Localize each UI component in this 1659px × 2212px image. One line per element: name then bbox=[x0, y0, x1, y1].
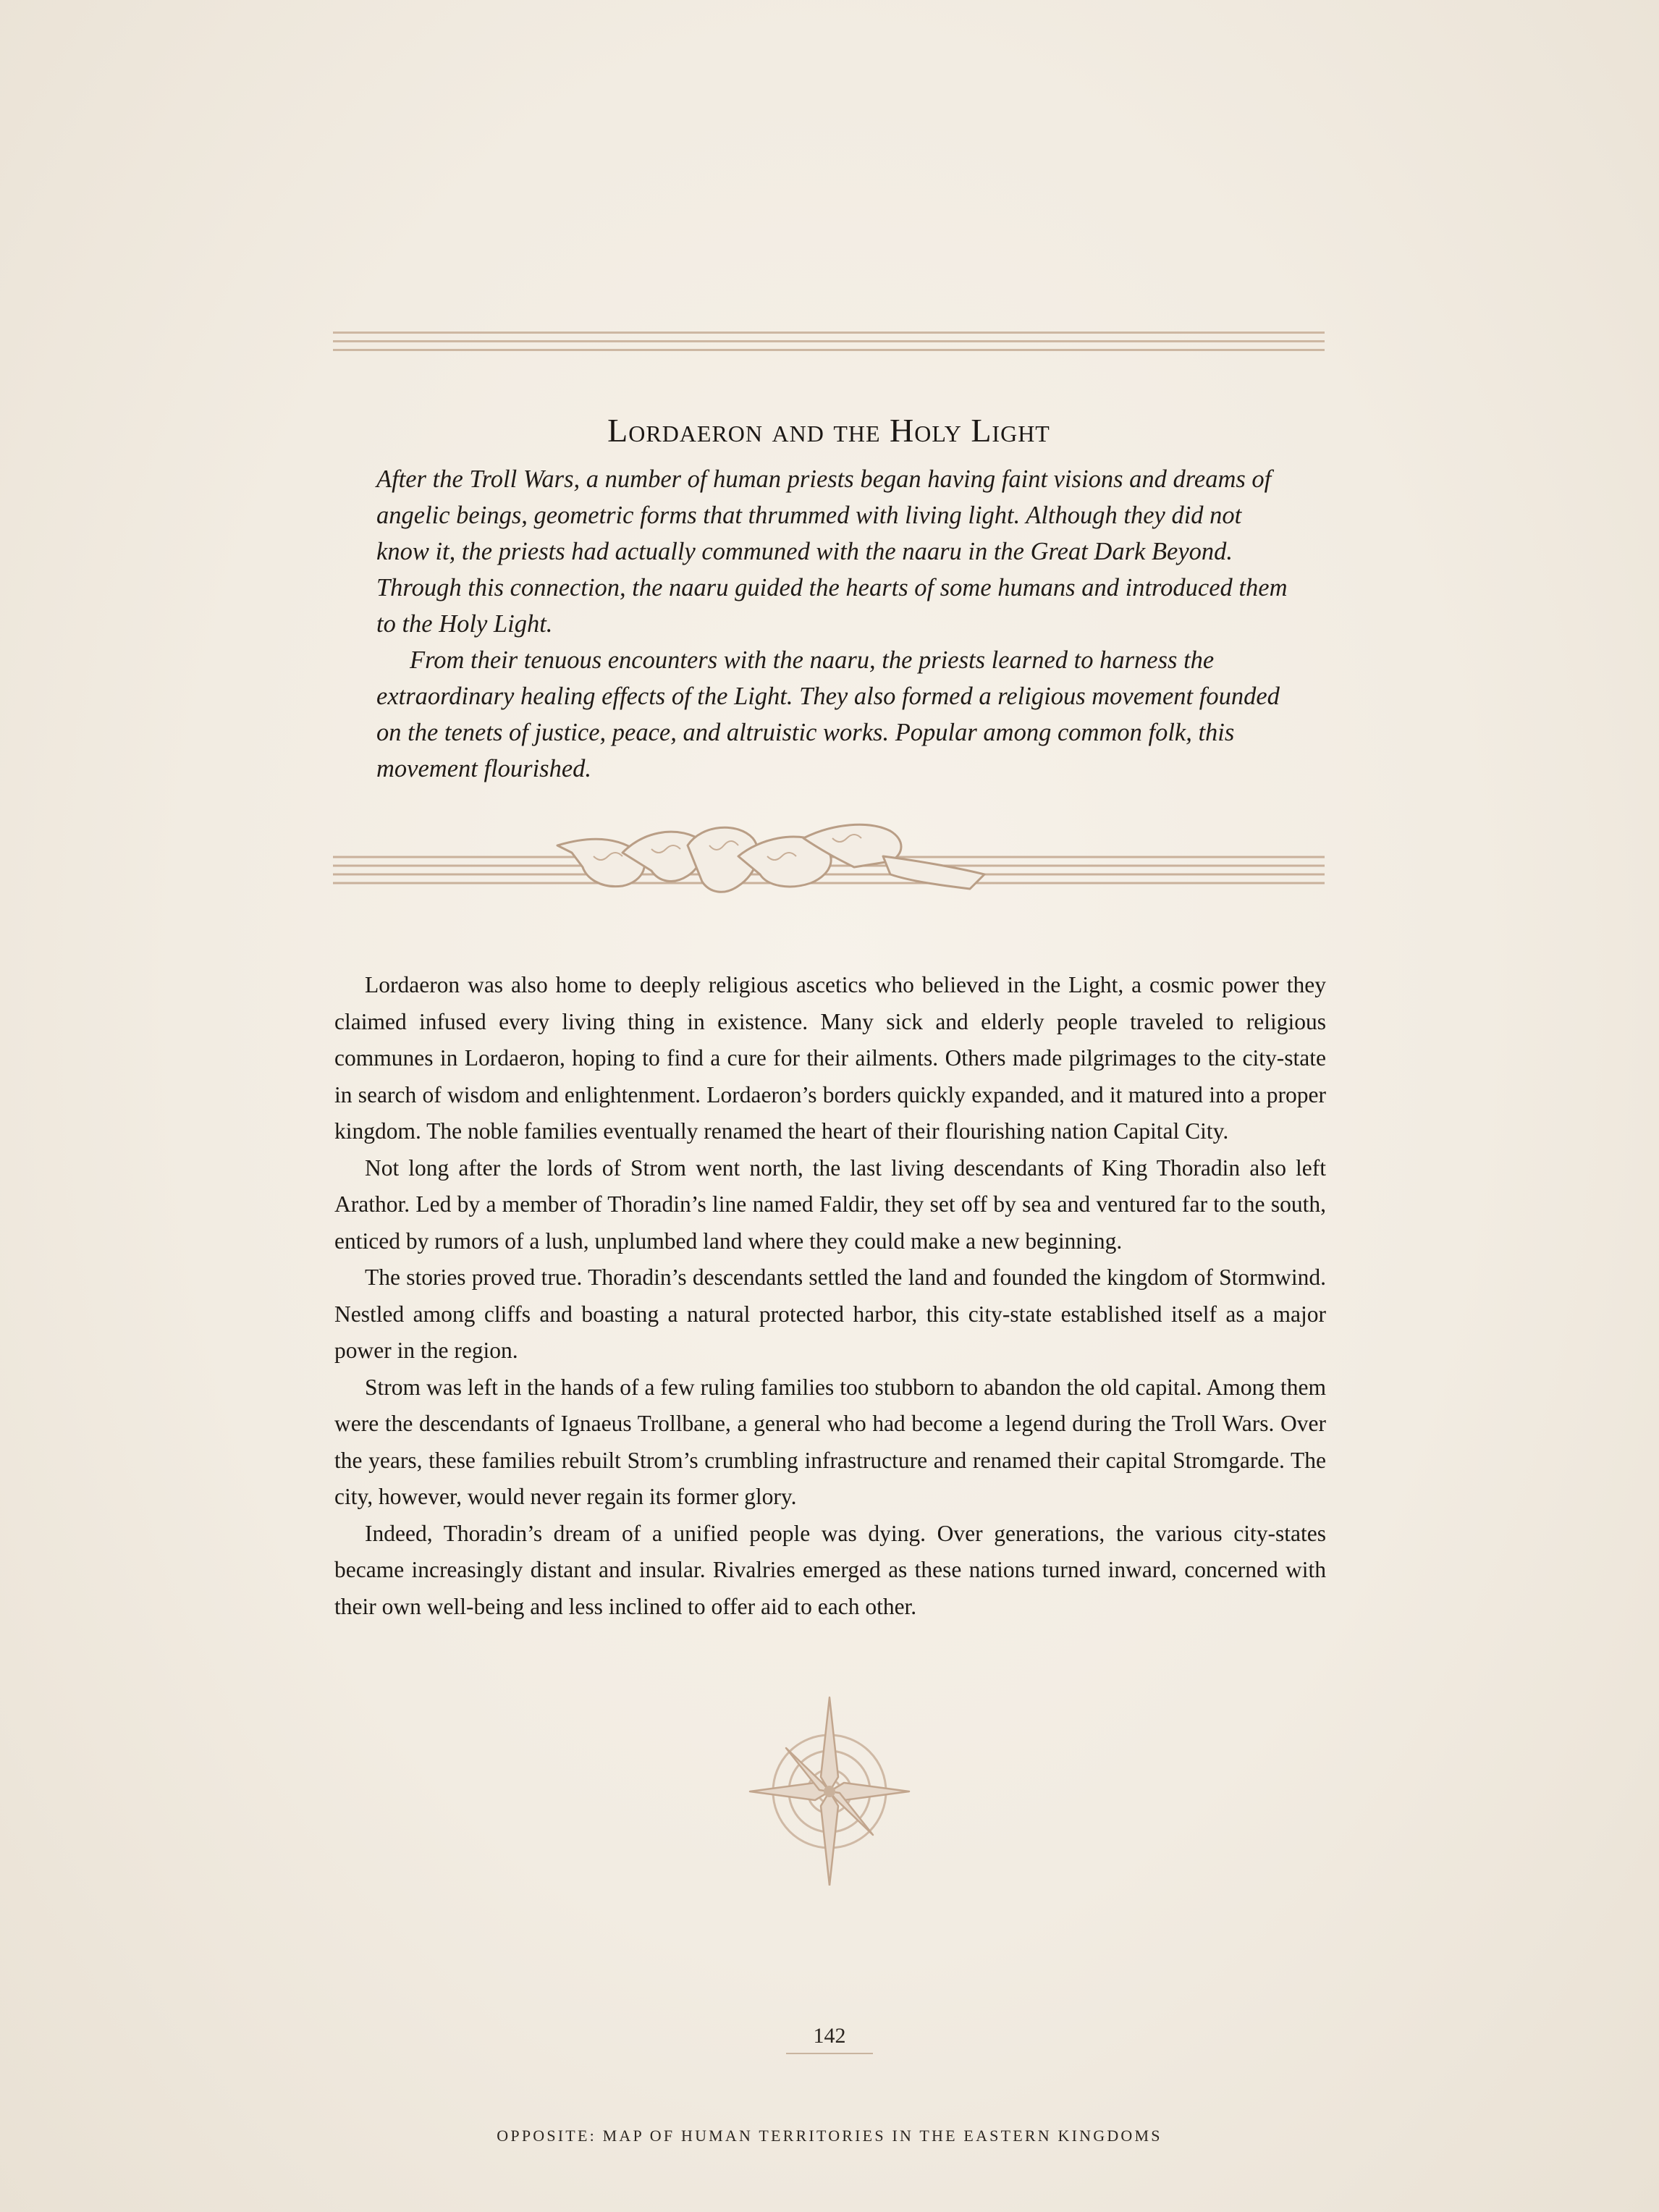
ribbon-scroll-ornament-icon bbox=[333, 816, 1325, 903]
compass-rose-icon bbox=[743, 1690, 916, 1886]
sidebar-text bbox=[376, 461, 1288, 787]
body-paragraph: Not long after the lords of Strom went north, the last living descendants of King Thoradin also left Arathor. Led by a member of Thoradin’s line named Faldir, they set off by sea and ventured far to the south, enticed by rumors of a lush, unplumbed land where they could make a new beginning. bbox=[334, 1154, 1326, 1254]
sidebar-title: Lordaeron and the Holy Light bbox=[607, 412, 1050, 449]
body-paragraph: Lordaeron was also home to deeply religious ascetics who believed in the Light, a cosmic power they claimed infused every living thing in existence. Many sick and elderly people traveled to religious communes in Lordaeron, hoping to find a cure for their ailments. Others made pilgrimages to the city-state in search of wisdom and enlightenment. Lordaeron’s borders quickly expanded, and it matured into a proper kingdom. The noble families eventually renamed the heart of their flourishing nation Capital City. bbox=[334, 972, 1326, 1144]
sidebar-paragraph: From their tenuous encounters with the naaru, the priests learned to harness the extraordinary healing effects of the Light. They also formed a religious movement founded on the tenets of justice, peace, and altruistic works. Popular among common folk, this movement flourished. bbox=[376, 646, 1280, 782]
sidebar-paragraph: After the Troll Wars, a number of human priests began having faint visions and dreams of angelic beings, geometric forms that thrummed with living light. Although they did not know it, the priests had actually communed with the naaru in the Great Dark Beyond. Through this connection, the naaru guided the hearts of some humans and introduced them to the Holy Light. bbox=[376, 465, 1288, 638]
body-paragraph: The stories proved true. Thoradin’s descendants settled the land and founded the kingdom of Stormwind. Nestled among cliffs and boasting a natural protected harbor, this city-state established itself as a major power in the region. bbox=[334, 1265, 1326, 1363]
body-paragraph: Indeed, Thoradin’s dream of a unified people was dying. Over generations, the various city-states became increasingly distant and insular. Rivalries emerged as these nations turned inward, concerned with their own well-being and less inclined to offer aid to each other. bbox=[334, 1520, 1326, 1619]
figure-caption: OPPOSITE: MAP OF HUMAN TERRITORIES IN THE EASTERN KINGDOMS bbox=[497, 2127, 1162, 2145]
body-paragraph: Strom was left in the hands of a few ruling families too stubborn to abandon the old capital. Among them were the descendants of Ignaeus Trollbane, a general who had become a legend during the Troll Wars. Over the years, these families rebuilt Strom’s crumbling infrastructure and renamed their capital Stromgarde. The city, however, would never regain its former glory. bbox=[334, 1374, 1326, 1509]
page-number: 142 bbox=[813, 2024, 846, 2048]
sidebar-top-rule bbox=[333, 332, 1325, 358]
main-text bbox=[334, 967, 1326, 1625]
page-number-rule bbox=[786, 2053, 873, 2054]
